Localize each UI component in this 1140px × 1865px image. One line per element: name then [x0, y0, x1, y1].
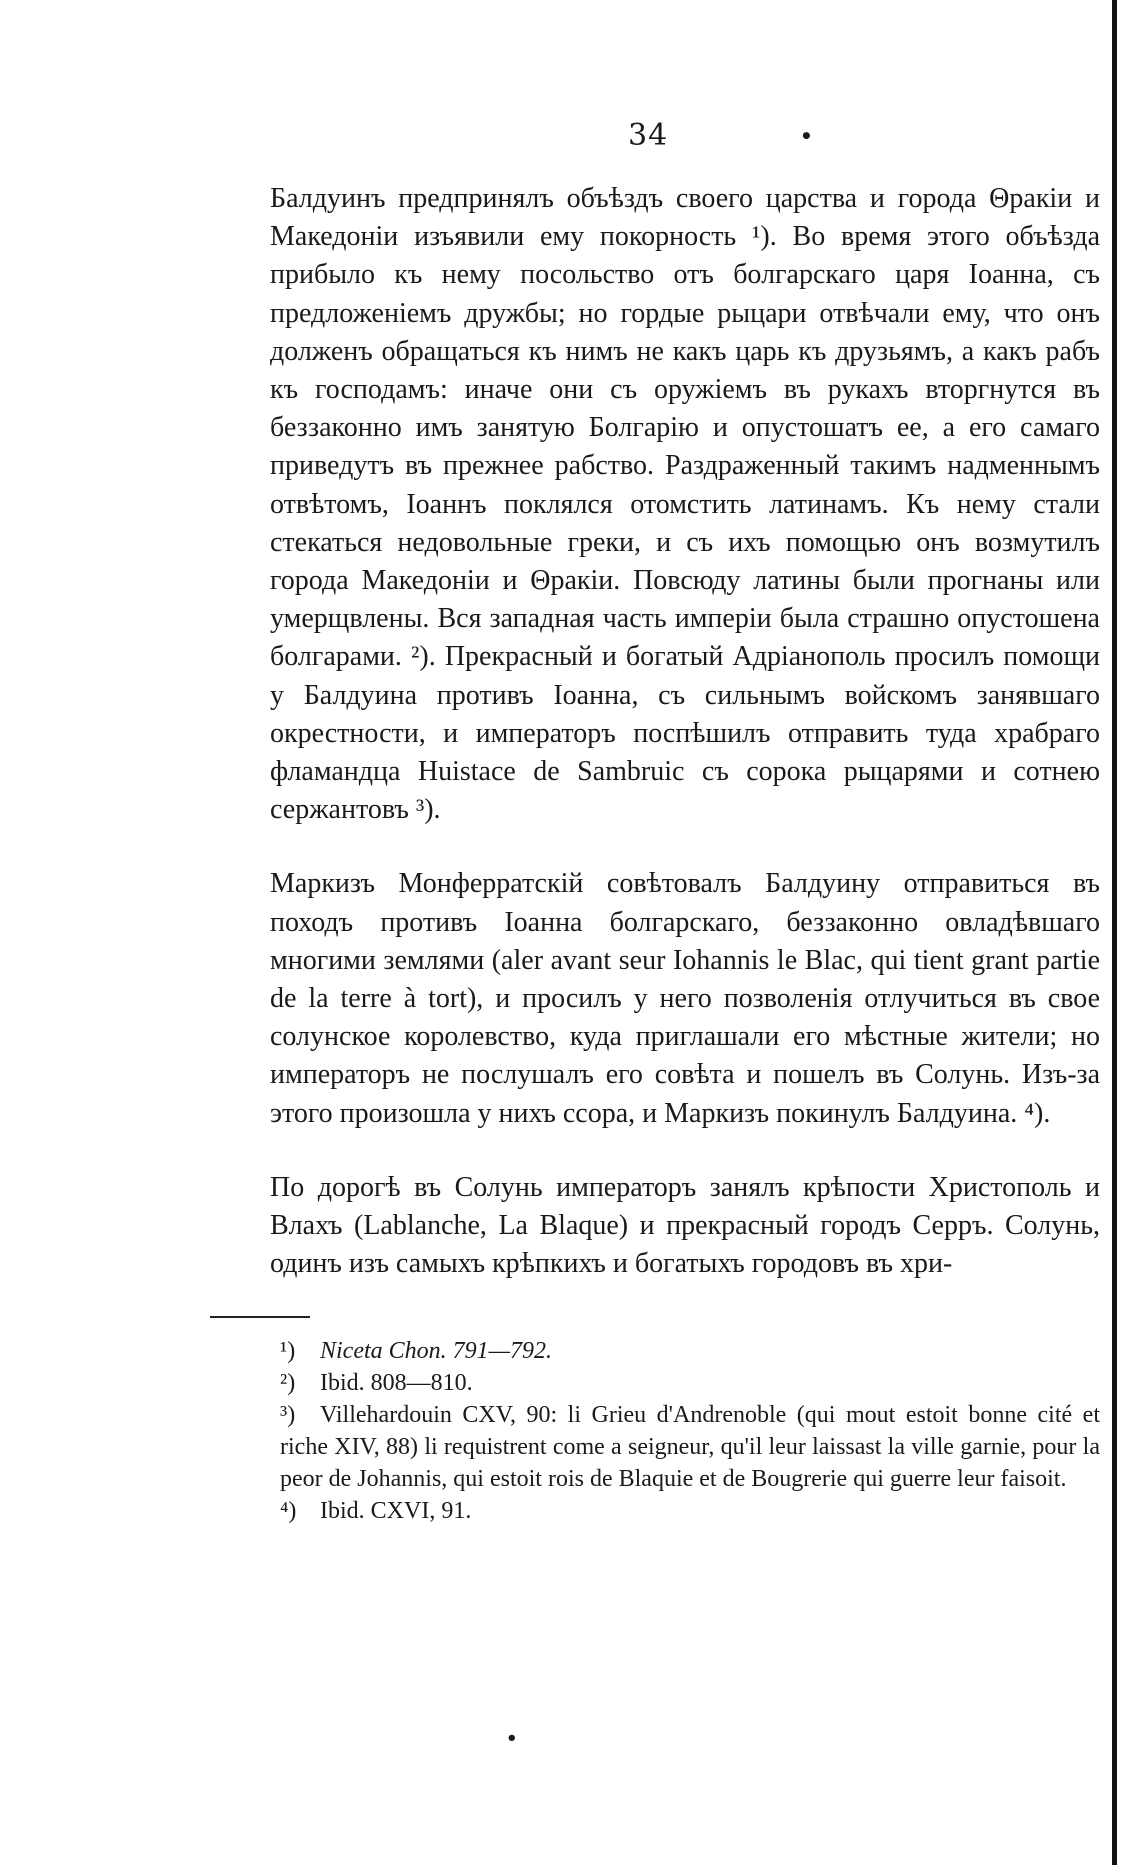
footnote-text: Niceta Chon. 791—792. — [320, 1338, 552, 1364]
footnote-mark: ¹) — [280, 1338, 296, 1364]
footnote-mark: ⁴) — [280, 1498, 297, 1524]
footnote-4 — [280, 1495, 1100, 1527]
footnote-rule — [210, 1316, 310, 1318]
body-text — [270, 180, 1100, 1319]
footnote-text: Ibid. 808—810. — [320, 1370, 473, 1396]
footnote-1 — [280, 1335, 1100, 1367]
footnote-mark: ²) — [280, 1370, 296, 1396]
footnote-3 — [280, 1399, 1100, 1495]
footnotes — [280, 1335, 1100, 1527]
page-edge-line — [1112, 0, 1117, 1865]
paragraph-3: По дорогѣ въ Солунь императоръ занялъ крѣпости Христополь и Влахъ (Lablanche, La Blaque) и прекрасный городъ Серръ. Солунь, одинъ изъ самыхъ крѣпкихъ и богатыхъ городовъ въ хри- — [270, 1171, 1100, 1280]
footnote-2 — [280, 1367, 1100, 1399]
page-number: 34 — [628, 118, 669, 153]
footnote-mark: ³) — [280, 1402, 296, 1428]
footnote-text: Ibid. CXVI, 91. — [320, 1498, 472, 1524]
bottom-mark: • — [506, 1728, 518, 1749]
paragraph-2: Маркизъ Монферратскій совѣтовалъ Балдуину отправиться въ походъ противъ Іоанна болгарскаго, беззаконно овладѣвшаго многими землями (aler avant seur Iohannis le Blac, qui tient grant partie de la terre à tort), и просилъ у него позволенія отлучиться въ свое солунское королевство, куда приглашали его мѣстные жители; но императоръ не послушалъ его совѣта и пошелъ въ Солунь. Изъ-за этого произошла у нихъ ссора, и Маркизъ покинулъ Балдуина. ⁴). — [270, 868, 1100, 1129]
footnote-text: Villehardouin CXV, 90: li Grieu d'Andrenoble (qui mout estoit bonne cité et riche XIV, 88) li requistrent come a seigneur, qu'il leur laissast la ville garnie, pour la peor de Johannis, qui estoit rois de Blaquie et de Bougrerie qui guerre leur faisoit. — [280, 1402, 1100, 1492]
top-mark: • — [800, 124, 813, 148]
paragraph-1: Балдуинъ предпринялъ объѣздъ своего царства и города Θракіи и Македоніи изъявили ему покорность ¹). Во время этого объѣзда прибыло къ нему посольство отъ болгарскаго царя Іоанна, съ предложеніемъ дружбы; но гордые рыцари отвѣчали ему, что онъ долженъ обращаться къ нимъ не какъ царь къ друзьямъ, а какъ рабъ къ господамъ: иначе они съ оружіемъ въ рукахъ вторгнутся въ беззаконно имъ занятую Болгарію и опустошатъ ее, а его самаго приведутъ въ прежнее рабство. Раздраженный такимъ надменнымъ отвѣтомъ, Іоаннъ поклялся отомстить латинамъ. Къ нему стали стекаться недовольные греки, и съ ихъ помощью онъ возмутилъ города Македоніи и Θракіи. Повсюду латины были прогнаны или умерщвлены. Вся западная часть имперіи была страшно опустошена болгарами. ²). Прекрасный и богатый Адріанополь просилъ помощи у Балдуина противъ Іоанна, съ сильнымъ войскомъ занявшаго окрестности, и императоръ поспѣшилъ отправить туда храбраго фламандца Huistace de Sambruic съ сорока рыцарями и сотнею сержантовъ ³). — [270, 183, 1100, 826]
